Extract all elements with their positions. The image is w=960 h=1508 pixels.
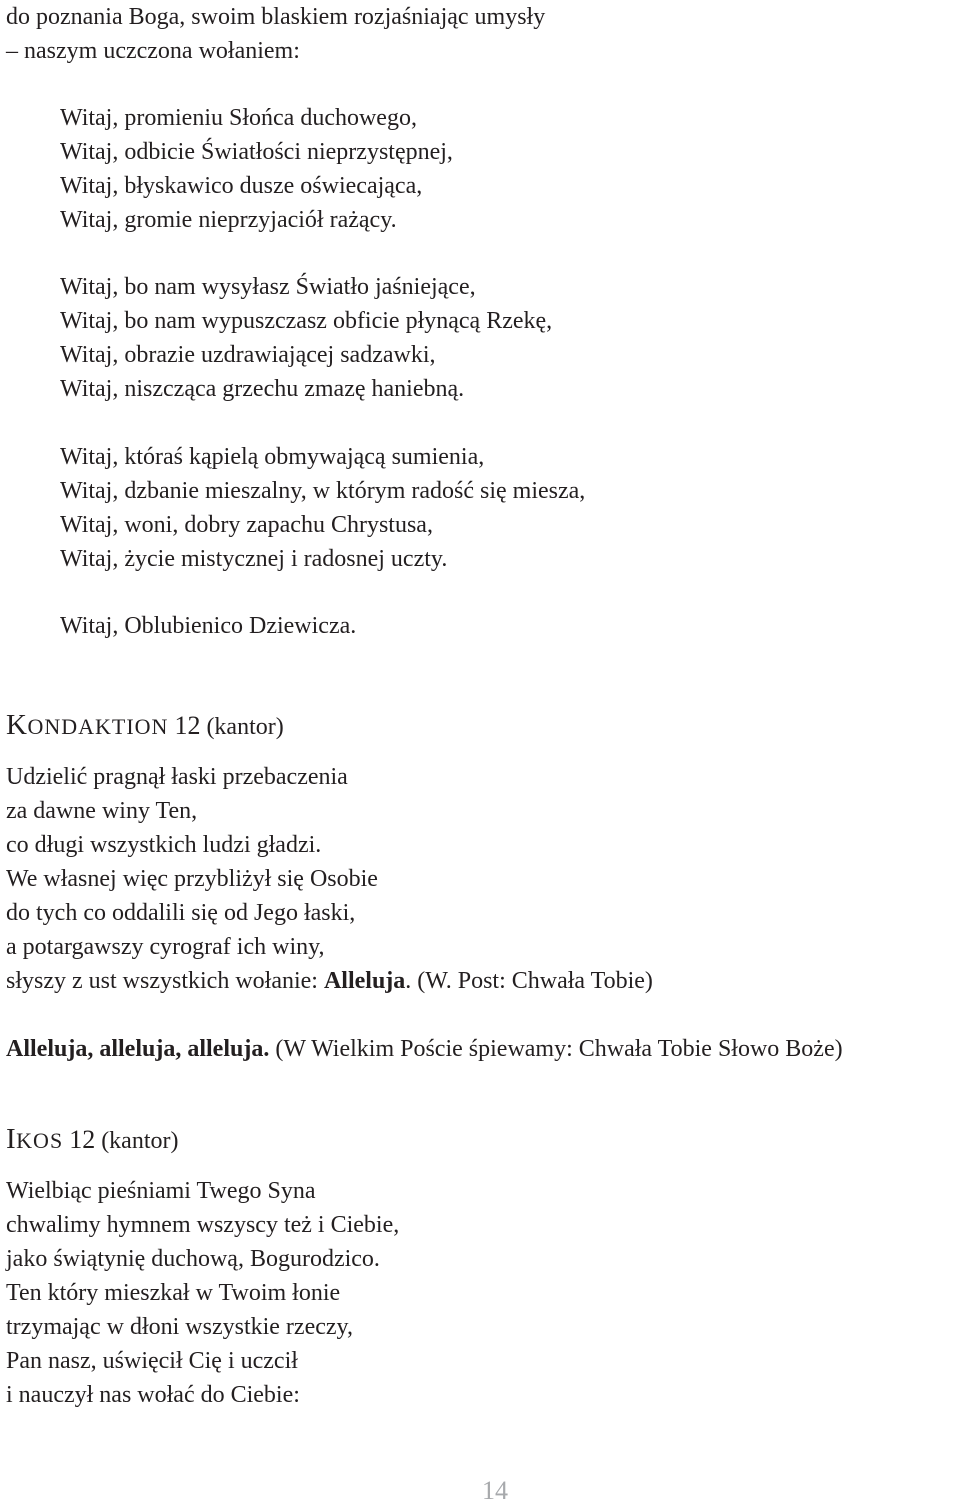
stanza-line: Witaj, odbicie Światłości nieprzystępnej, — [60, 139, 453, 165]
stanza-line: Witaj, dzbanie mieszalny, w którym radość się miesza, — [60, 478, 586, 504]
stanza-line: Witaj, bo nam wypuszczasz obficie płynącą Rzekę, — [60, 308, 553, 334]
ikos-line: trzymając w dłoni wszystkie rzeczy, — [6, 1314, 353, 1340]
intro-line: do poznania Boga, swoim blaskiem rozjaśniając umysły — [6, 4, 546, 30]
ikos-line: chwalimy hymnem wszyscy też i Ciebie, — [6, 1212, 400, 1238]
kondaktion-number: 12 — [174, 711, 201, 740]
stanza-line: Witaj, błyskawico dusze oświecająca, — [60, 173, 423, 199]
ikos-title-rest: KOS — [16, 1128, 64, 1153]
ikos-heading — [6, 1121, 178, 1157]
ikos-line: Wielbiąc pieśniami Twego Syna — [6, 1178, 316, 1204]
stanza-line: Witaj, gromie nieprzyjaciół rażący. — [60, 207, 397, 233]
kondaktion-line: a potargawszy cyrograf ich winy, — [6, 934, 325, 960]
kondaktion-last-line — [6, 964, 653, 998]
kondaktion-line: Udzielić pragnął łaski przebaczenia — [6, 764, 348, 790]
stanza-line: Witaj, promieniu Słońca duchowego, — [60, 105, 417, 131]
kondaktion-heading — [6, 707, 284, 743]
intro-line: – naszym uczczona wołaniem: — [6, 38, 300, 64]
kondaktion-note: (kantor) — [206, 714, 284, 740]
alleluia-note: (W Wielkim Poście śpiewamy: Chwała Tobie Słowo Boże) — [269, 1036, 843, 1062]
ikos-title-initial: I — [6, 1123, 17, 1155]
alleluia-line — [6, 1032, 843, 1066]
page-number: 14 — [482, 1476, 508, 1505]
kondaktion-line: za dawne winy Ten, — [6, 798, 198, 824]
stanza-line: Witaj, życie mistycznej i radosnej uczty. — [60, 546, 448, 572]
ikos-note: (kantor) — [101, 1128, 179, 1154]
ikos-line: i nauczył nas wołać do Ciebie: — [6, 1382, 300, 1408]
stanza-line: Witaj, niszcząca grzechu zmazę haniebną. — [60, 376, 465, 402]
kondaktion-line: do tych co oddalili się od Jego łaski, — [6, 900, 356, 926]
stanza-line: Witaj, bo nam wysyłasz Światło jaśniejące, — [60, 274, 476, 300]
ikos-number: 12 — [69, 1125, 96, 1154]
ikos-line: Ten który mieszkał w Twoim łonie — [6, 1280, 341, 1306]
kondaktion-alleluja: Alleluja — [323, 968, 406, 994]
ikos-line: Pan nasz, uświęcił Cię i uczcił — [6, 1348, 298, 1374]
stanza-line: Witaj, obrazie uzdrawiającej sadzawki, — [60, 342, 436, 368]
kondaktion-title-initial: K — [6, 709, 28, 741]
kondaktion-line: We własnej więc przybliżył się Osobie — [6, 866, 378, 892]
ikos-line: jako świątynię duchową, Bogurodzico. — [6, 1246, 380, 1272]
kondaktion-line: co długi wszystkich ludzi gładzi. — [6, 832, 322, 858]
kondaktion-last-prefix: słyszy z ust wszystkich wołanie: — [6, 968, 324, 994]
stanza-line: Witaj, woni, dobry zapachu Chrystusa, — [60, 512, 433, 538]
kondaktion-title-rest: ONDAKTION — [27, 714, 169, 739]
alleluia-bold: Alleluja, alleluja, alleluja. — [6, 1036, 270, 1062]
kondaktion-last-suffix: . (W. Post: Chwała Tobie) — [405, 968, 653, 994]
stanza-line: Witaj, któraś kąpielą obmywającą sumienia, — [60, 444, 485, 470]
stanza-line: Witaj, Oblubienico Dziewicza. — [60, 613, 357, 639]
